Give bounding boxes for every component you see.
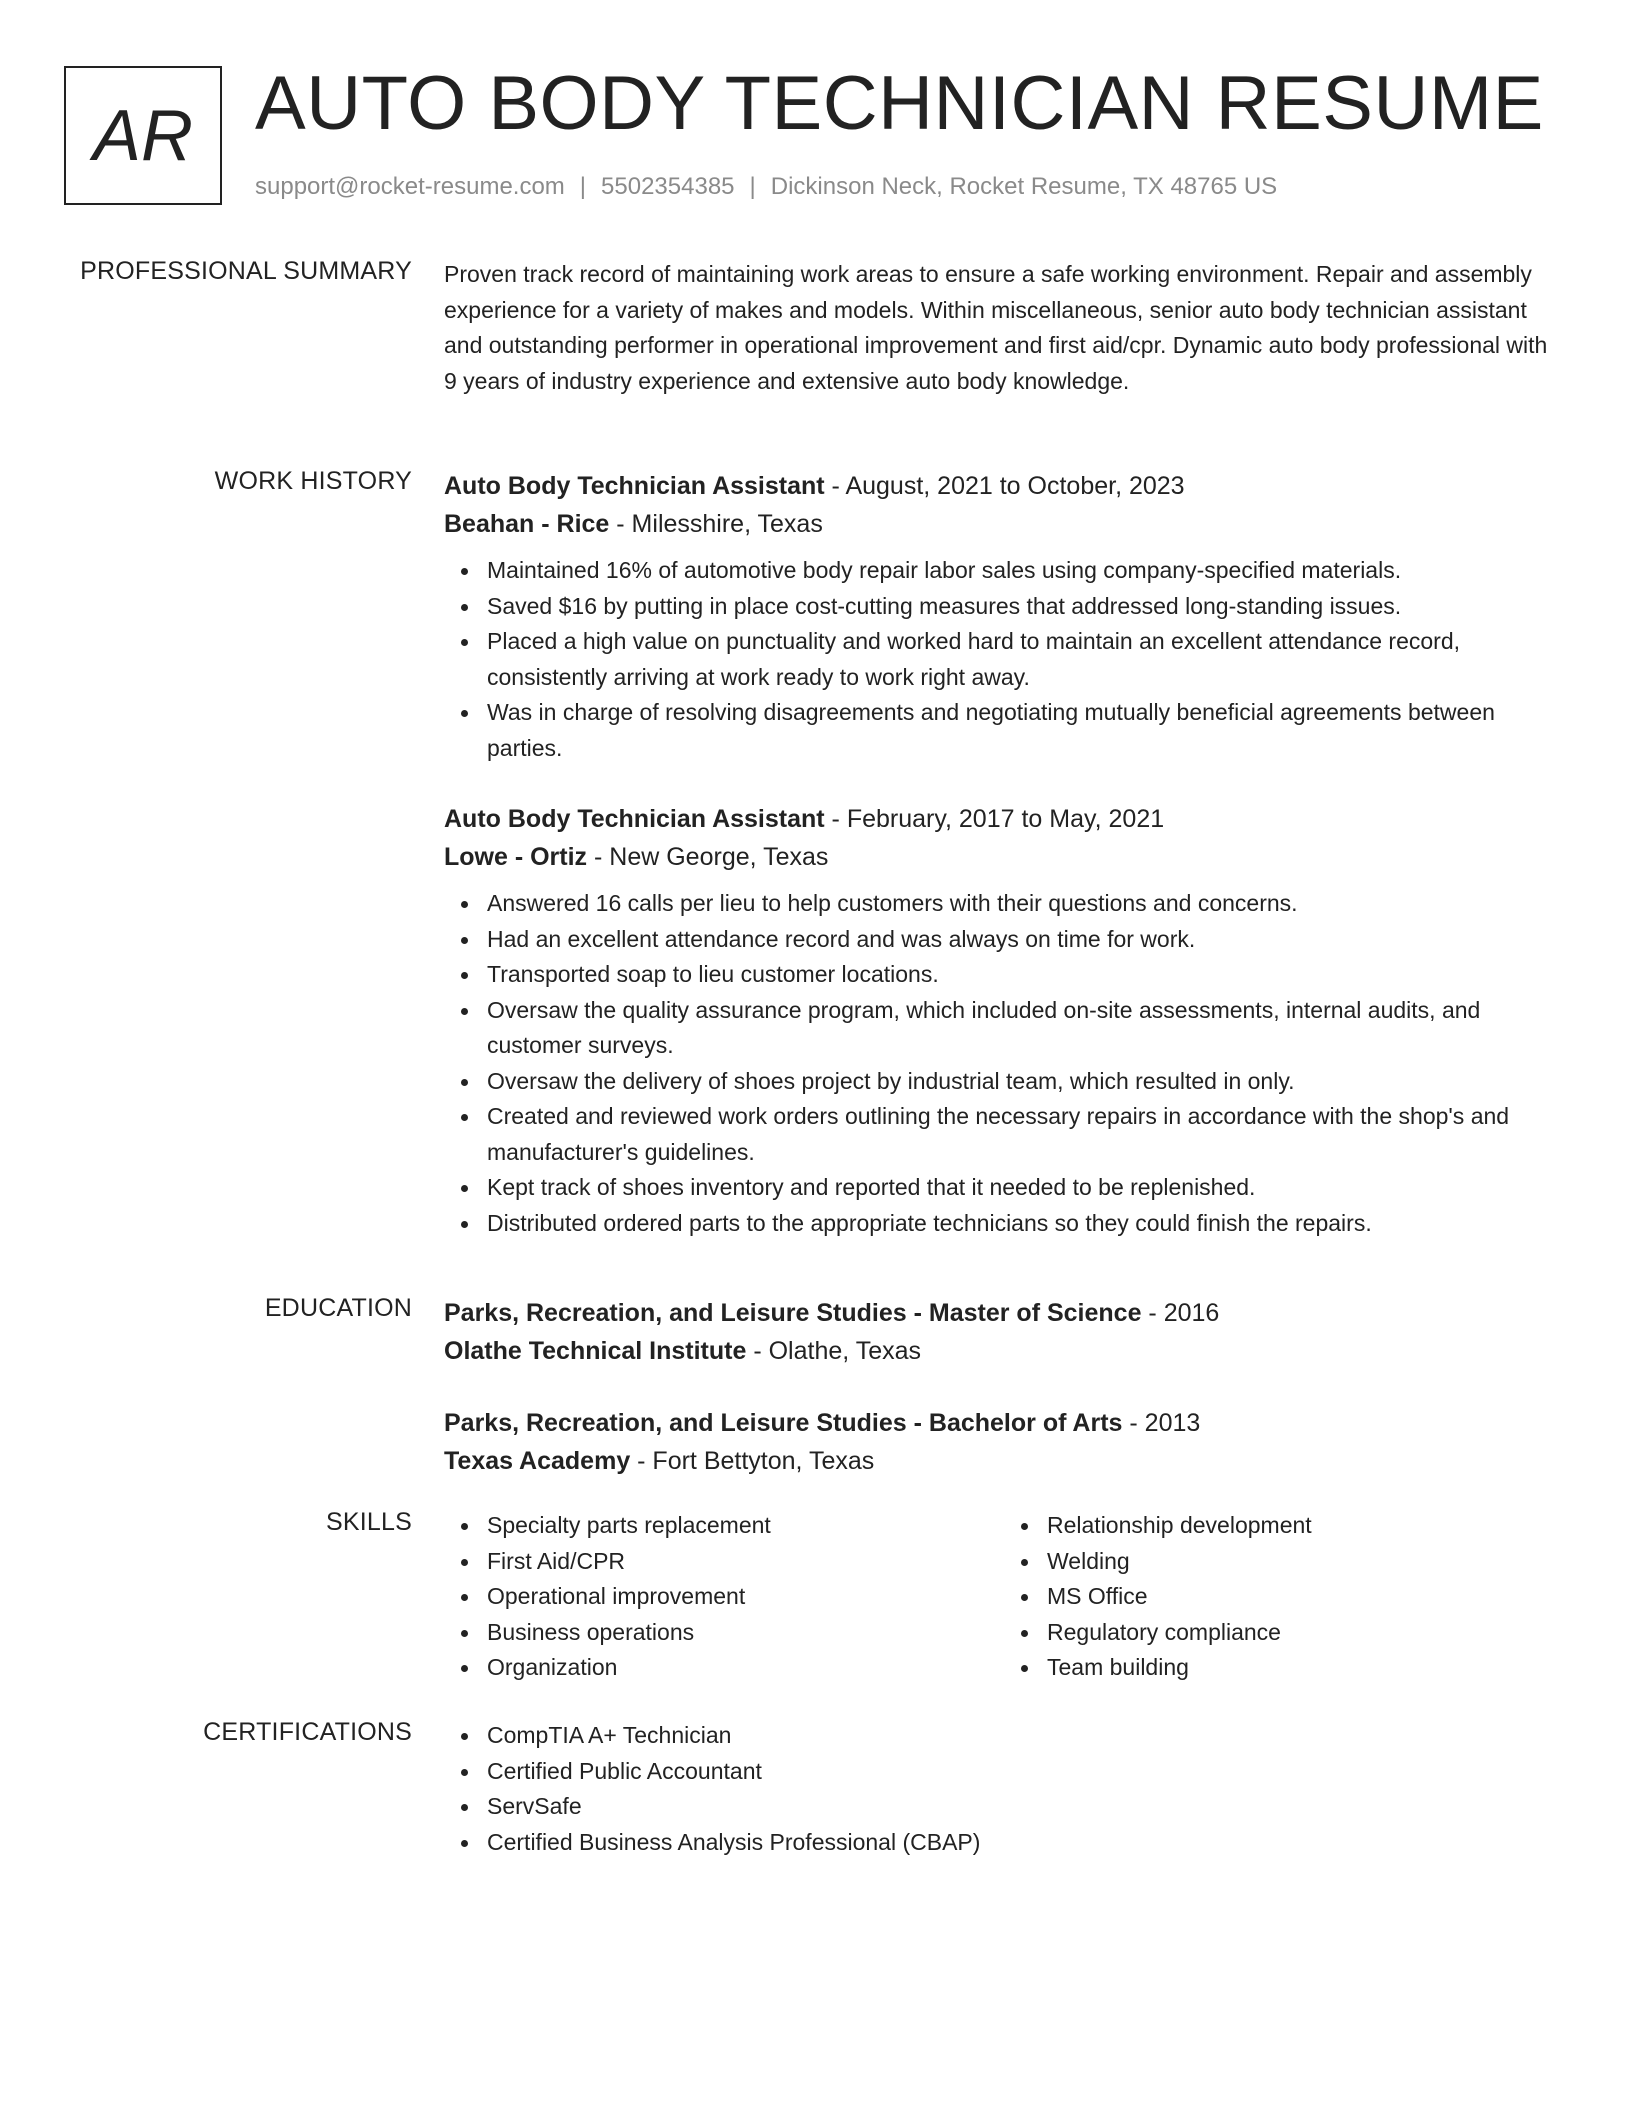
certification-item: Certified Public Accountant bbox=[487, 1754, 1564, 1790]
skills-list-left bbox=[444, 1508, 1004, 1686]
job-bullets bbox=[444, 886, 1564, 1241]
summary-text: Proven track record of maintaining work areas to ensure a safe working environment. Repair and assembly experience for a variety of makes and models. Within miscellaneous, senior auto body technician assistant and outstanding performer in operational improvement and first aid/cpr. Dynamic auto body professional with 9 years of industry experience and extensive auto body knowledge. bbox=[444, 261, 1548, 394]
job-company-line bbox=[444, 838, 1564, 876]
job-title: Auto Body Technician Assistant bbox=[444, 805, 825, 833]
skills-body bbox=[444, 1508, 1564, 1686]
certification-item: ServSafe bbox=[487, 1789, 1564, 1825]
resume-title: AUTO BODY TECHNICIAN RESUME bbox=[255, 61, 1544, 146]
job-title-line bbox=[444, 467, 1564, 505]
skill-item: Team building bbox=[1047, 1650, 1564, 1686]
education-degree-line bbox=[444, 1404, 1564, 1442]
job-entry bbox=[444, 800, 1564, 1241]
work-history-body bbox=[444, 467, 1564, 1275]
resume-header bbox=[64, 61, 1564, 214]
contact-email: support@rocket-resume.com bbox=[255, 173, 565, 200]
contact-phone: 5502354385 bbox=[601, 173, 735, 200]
certification-item: Certified Business Analysis Professional (CBAP) bbox=[487, 1825, 1564, 1861]
job-dates: - February, 2017 to May, 2021 bbox=[824, 805, 1165, 833]
job-title-line bbox=[444, 800, 1564, 838]
education-school-line bbox=[444, 1442, 1564, 1480]
skill-item: MS Office bbox=[1047, 1579, 1564, 1615]
education-body bbox=[444, 1294, 1564, 1514]
certifications-list bbox=[444, 1718, 1564, 1860]
skill-item: Relationship development bbox=[1047, 1508, 1564, 1544]
job-bullet: Had an excellent attendance record and was always on time for work. bbox=[487, 922, 1564, 958]
education-location: - Olathe, Texas bbox=[746, 1337, 921, 1365]
job-bullet: Distributed ordered parts to the appropriate technicians so they could finish the repairs. bbox=[487, 1206, 1564, 1242]
skill-item: Regulatory compliance bbox=[1047, 1615, 1564, 1651]
certifications-body bbox=[444, 1718, 1564, 1860]
job-bullet: Was in charge of resolving disagreements and negotiating mutually beneficial agreements between parties. bbox=[487, 695, 1564, 766]
job-company: Lowe - Ortiz bbox=[444, 843, 588, 871]
contact-separator: | bbox=[749, 173, 756, 200]
skill-item: Specialty parts replacement bbox=[487, 1508, 1004, 1544]
job-bullet: Placed a high value on punctuality and worked hard to maintain an excellent attendance record, consistently arriving at work ready to work right away. bbox=[487, 624, 1564, 695]
job-bullets bbox=[444, 553, 1564, 766]
section-label-work-history: WORK HISTORY bbox=[214, 467, 412, 495]
education-location: - Fort Bettyton, Texas bbox=[630, 1447, 875, 1475]
skill-item: First Aid/CPR bbox=[487, 1544, 1004, 1580]
job-bullet: Saved $16 by putting in place cost-cutting measures that addressed long-standing issues. bbox=[487, 589, 1564, 625]
contact-separator: | bbox=[579, 173, 587, 200]
job-entry bbox=[444, 467, 1564, 766]
job-bullet: Created and reviewed work orders outlining the necessary repairs in accordance with the shop's and manufacturer's guidelines. bbox=[487, 1099, 1564, 1170]
education-school: Olathe Technical Institute bbox=[444, 1337, 747, 1365]
skill-item: Business operations bbox=[487, 1615, 1004, 1651]
education-degree: Parks, Recreation, and Leisure Studies - Master of Science bbox=[444, 1299, 1142, 1327]
summary-body bbox=[444, 257, 1564, 399]
education-school-line bbox=[444, 1332, 1564, 1370]
education-year: - 2016 bbox=[1141, 1299, 1220, 1327]
job-bullet: Kept track of shoes inventory and reported that it needed to be replenished. bbox=[487, 1170, 1564, 1206]
section-label-summary: PROFESSIONAL SUMMARY bbox=[80, 257, 412, 285]
skills-list-right bbox=[1004, 1508, 1564, 1686]
job-dates: - August, 2021 to October, 2023 bbox=[824, 472, 1185, 500]
certification-item: CompTIA A+ Technician bbox=[487, 1718, 1564, 1754]
job-company: Beahan - Rice bbox=[444, 510, 610, 538]
section-label-education: EDUCATION bbox=[264, 1294, 412, 1322]
job-location: - Milesshire, Texas bbox=[609, 510, 823, 538]
job-bullet: Transported soap to lieu customer locations. bbox=[487, 957, 1564, 993]
job-bullet: Answered 16 calls per lieu to help customers with their questions and concerns. bbox=[487, 886, 1564, 922]
education-entry bbox=[444, 1404, 1564, 1480]
job-bullet: Maintained 16% of automotive body repair labor sales using company-specified materials. bbox=[487, 553, 1564, 589]
contact-address: Dickinson Neck, Rocket Resume, TX 48765 US bbox=[770, 173, 1278, 200]
education-degree-line bbox=[444, 1294, 1564, 1332]
job-title: Auto Body Technician Assistant bbox=[444, 472, 825, 500]
job-bullet: Oversaw the delivery of shoes project by industrial team, which resulted in only. bbox=[487, 1064, 1564, 1100]
contact-line bbox=[255, 173, 1277, 201]
skill-item: Welding bbox=[1047, 1544, 1564, 1580]
job-company-line bbox=[444, 505, 1564, 543]
skill-item: Organization bbox=[487, 1650, 1004, 1686]
skill-item: Operational improvement bbox=[487, 1579, 1004, 1615]
section-label-certifications: CERTIFICATIONS bbox=[203, 1718, 412, 1746]
section-label-skills: SKILLS bbox=[326, 1508, 412, 1536]
education-degree: Parks, Recreation, and Leisure Studies - Bachelor of Arts bbox=[444, 1409, 1123, 1437]
education-school: Texas Academy bbox=[444, 1447, 631, 1475]
monogram-logo: AR bbox=[64, 66, 222, 205]
job-location: - New George, Texas bbox=[587, 843, 829, 871]
job-bullet: Oversaw the quality assurance program, which included on-site assessments, internal audits, and customer surveys. bbox=[487, 993, 1564, 1064]
education-entry bbox=[444, 1294, 1564, 1370]
education-year: - 2013 bbox=[1122, 1409, 1201, 1437]
